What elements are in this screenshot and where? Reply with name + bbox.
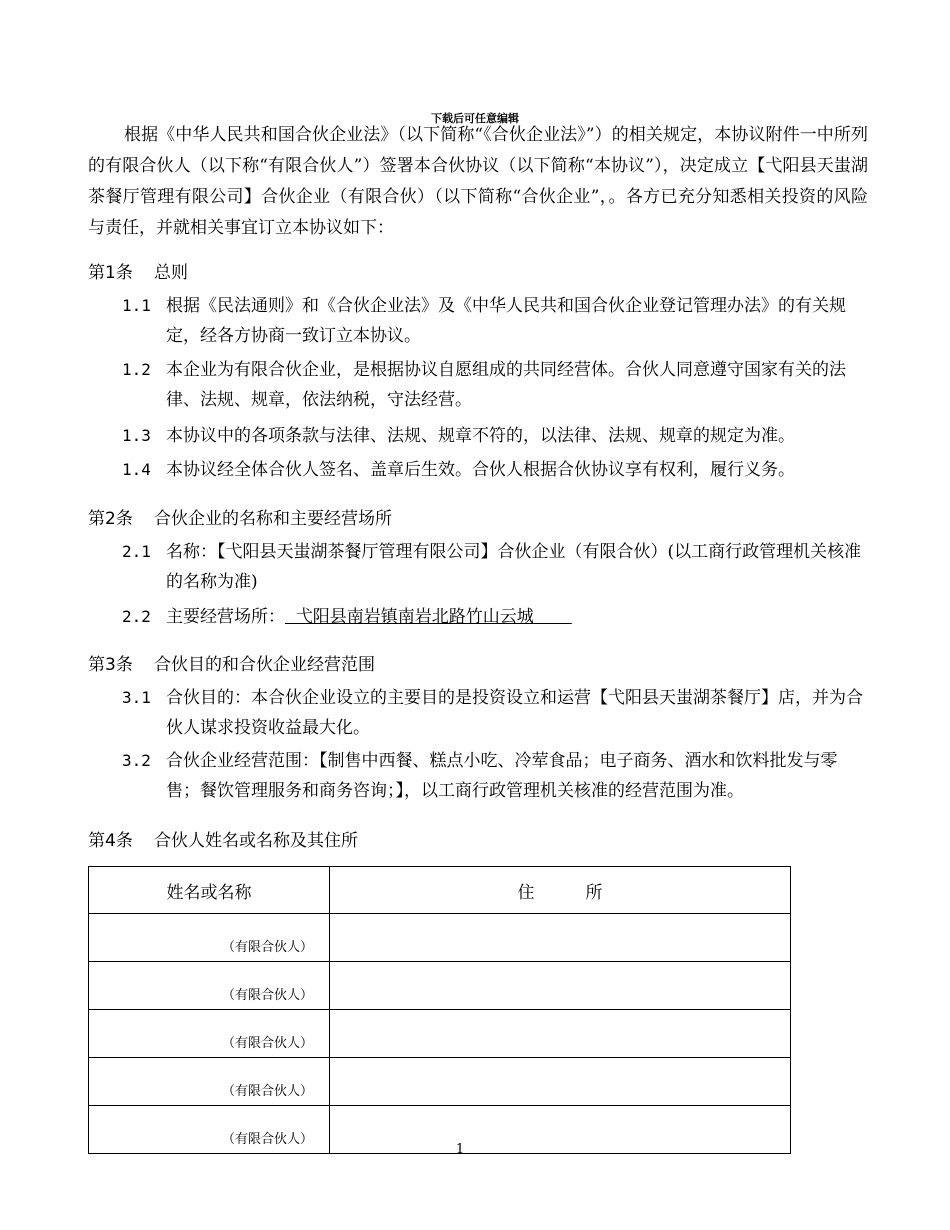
section-2-title xyxy=(88,504,392,529)
table-row xyxy=(89,914,791,962)
partner-name-cell: （有限合伙人） xyxy=(89,914,330,962)
section-3-title xyxy=(88,650,375,675)
header-note: 下载后可任意编辑 xyxy=(431,112,519,125)
clause-text: 根据《民法通则》和《合伙企业法》及《中华人民共和国合伙企业登记管理办法》的有关规定，经各方协商一致订立本协议。 xyxy=(166,296,846,346)
section-number: 第4条 xyxy=(88,831,133,851)
clause-1-1 xyxy=(122,291,867,351)
clause-number: 1.2 xyxy=(122,360,151,379)
clause-text: 本协议中的各项条款与法律、法规、规章不符的，以法律、法规、规章的规定为准。 xyxy=(166,426,795,446)
section-number: 第2条 xyxy=(88,509,133,529)
column-header-name: 姓名或名称 xyxy=(89,867,330,914)
address-label: 主要经营场所： xyxy=(166,607,285,627)
section-heading: 总则 xyxy=(154,263,188,283)
partner-address-cell xyxy=(330,1058,791,1106)
clause-number: 1.4 xyxy=(122,460,151,479)
partner-address-cell xyxy=(330,962,791,1010)
clause-number: 1.1 xyxy=(122,296,151,315)
section-number: 第1条 xyxy=(88,263,133,283)
clause-number: 3.2 xyxy=(122,751,151,770)
clause-number: 3.1 xyxy=(122,688,151,707)
clause-1-2 xyxy=(122,355,867,415)
table-header-row xyxy=(89,867,791,914)
partners-table xyxy=(88,866,791,1154)
section-heading: 合伙人姓名或名称及其住所 xyxy=(154,831,358,851)
table-row xyxy=(89,1058,791,1106)
clause-2-2 xyxy=(122,602,867,632)
section-heading: 合伙企业的名称和主要经营场所 xyxy=(154,509,392,529)
table-row xyxy=(89,1010,791,1058)
clause-text: 本企业为有限合伙企业，是根据协议自愿组成的共同经营体。合伙人同意遵守国家有关的法律、法规、规章，依法纳税，守法经营。 xyxy=(166,360,846,410)
clause-text: 名称：【弋阳县天蚩湖茶餐厅管理有限公司】合伙企业（有限合伙）(以工商行政管理机关核准的名称为准) xyxy=(166,542,862,592)
clause-text: 合伙企业经营范围：【制售中西餐、糕点小吃、冷荤食品；电子商务、酒水和饮料批发与零售；餐饮管理服务和商务咨询；】，以工商行政管理机关核准的经营范围为准。 xyxy=(166,751,838,801)
table-row xyxy=(89,962,791,1010)
section-heading: 合伙目的和合伙企业经营范围 xyxy=(154,655,375,675)
clause-number: 2.2 xyxy=(122,607,151,626)
clause-1-3 xyxy=(122,421,867,451)
section-1-title xyxy=(88,258,188,283)
partner-address-cell xyxy=(330,914,791,962)
partner-name-cell: （有限合伙人） xyxy=(89,1106,330,1154)
clause-number: 2.1 xyxy=(122,542,151,561)
partner-address-cell xyxy=(330,1010,791,1058)
clause-3-2 xyxy=(122,746,867,806)
partner-name-cell: （有限合伙人） xyxy=(89,962,330,1010)
address-value: 弋阳县南岩镇南岩北路竹山云城 xyxy=(295,607,534,627)
intro-paragraph: 根据《中华人民共和国合伙企业法》（以下简称“《合伙企业法》”）的相关规定，本协议附件一中所列的有限合伙人（以下称“有限合伙人”）签署本合伙协议（以下简称“本协议”），决定成立【弋阳县天蚩湖茶餐厅管理有限公司】合伙企业（有限合伙）（以下简称“合伙企业”，。各方已充分知悉相关投资的风险与责任，并就相关事宜订立本协议如下： xyxy=(88,125,868,238)
partner-name-cell: （有限合伙人） xyxy=(89,1010,330,1058)
clause-2-1 xyxy=(122,537,867,597)
section-4-title xyxy=(88,826,358,851)
clause-text: 合伙目的：本合伙企业设立的主要目的是投资设立和运营【弋阳县天蚩湖茶餐厅】店，并为合伙人谋求投资收益最大化。 xyxy=(166,688,863,738)
clause-number: 1.3 xyxy=(122,426,151,445)
clause-text: 本协议经全体合伙人签名、盖章后生效。合伙人根据合伙协议享有权利，履行义务。 xyxy=(166,460,795,480)
partner-name-cell: （有限合伙人） xyxy=(89,1058,330,1106)
clause-3-1 xyxy=(122,683,867,743)
page-number: 1 xyxy=(455,1142,465,1157)
clause-1-4 xyxy=(122,455,867,485)
column-header-address: 住 所 xyxy=(330,867,791,914)
section-number: 第3条 xyxy=(88,655,133,675)
